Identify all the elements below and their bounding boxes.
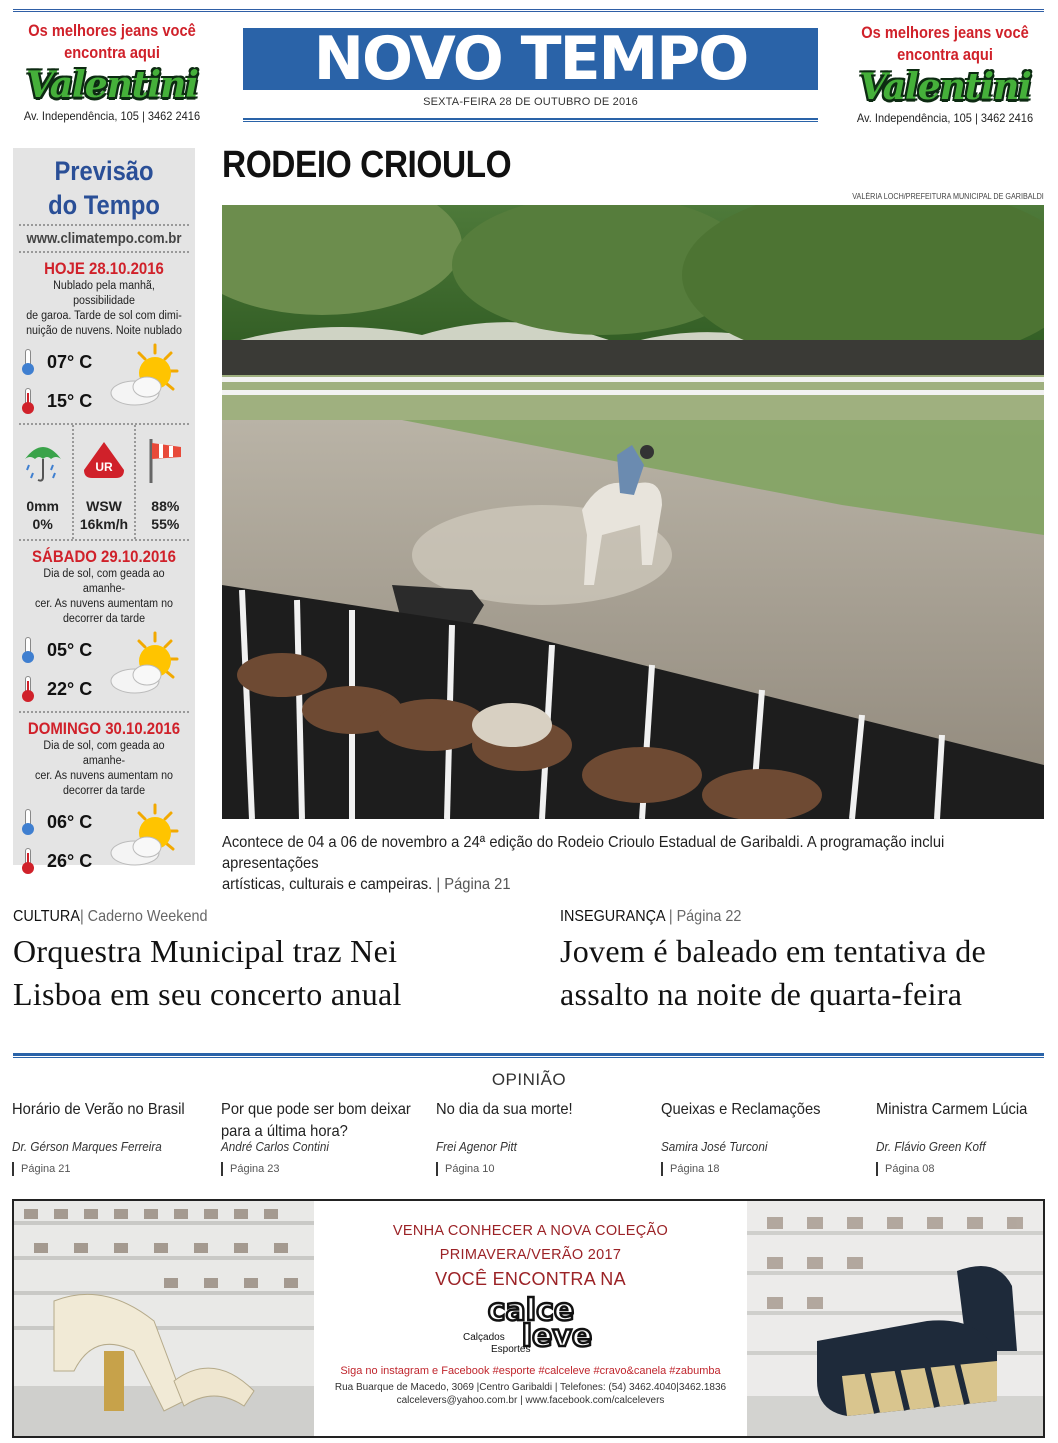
min-temperature bbox=[21, 349, 92, 375]
story-kicker bbox=[560, 908, 1001, 926]
opinion-author: Frei Agenor Pitt bbox=[436, 1139, 517, 1154]
wind-stat bbox=[74, 425, 135, 539]
opinion-title[interactable]: No dia da sua morte! bbox=[436, 1101, 573, 1118]
thermometer-hot-icon bbox=[21, 676, 35, 702]
weather-title bbox=[24, 154, 184, 222]
opinion-page-ref[interactable]: Página 08 bbox=[876, 1162, 1058, 1176]
ad-tagline-2: encontra aqui bbox=[897, 45, 993, 64]
forecast-desc-line: Dia de sol, com geada ao amanhe- bbox=[43, 568, 165, 595]
ad-headline-line2: PRIMAVERA/VERÃO 2017 bbox=[439, 1247, 622, 1263]
espadrille-shelf-image bbox=[747, 1201, 1045, 1436]
left-side-ad[interactable] bbox=[12, 20, 212, 123]
calceleve-logo bbox=[431, 1292, 631, 1358]
headline-line: Orquestra Municipal traz Nei bbox=[13, 933, 398, 969]
calceleve-ad[interactable] bbox=[12, 1199, 1045, 1438]
rain-probability: 0% bbox=[32, 516, 53, 532]
opinion-page-ref[interactable]: Página 18 bbox=[661, 1162, 861, 1176]
opinion-author: Dr. Gérson Marques Ferreira bbox=[12, 1139, 162, 1154]
forecast-desc-line: cer. As nuvens aumentam no bbox=[35, 770, 173, 782]
min-temperature bbox=[21, 637, 92, 663]
humidity-max: 88% bbox=[151, 498, 180, 514]
ad-text-block bbox=[314, 1201, 747, 1436]
max-temperature bbox=[21, 388, 92, 414]
story-section: CULTURA bbox=[13, 908, 80, 925]
logo-sub1: Calçados bbox=[462, 1332, 505, 1343]
rodeo-scene-image bbox=[222, 205, 1044, 819]
forecast-day-today: HOJE 28.10.2016 bbox=[44, 259, 164, 278]
ad-address: Rua Buarque de Macedo, 3069 |Centro Garibaldi | Telefones: (54) 3462.4040|3462.1836 bbox=[334, 1382, 727, 1393]
min-temp-value: 07° C bbox=[47, 351, 93, 372]
story-cultura[interactable] bbox=[13, 908, 533, 1016]
headline-line: Jovem é baleado em tentativa de bbox=[560, 933, 987, 969]
umbrella-rain-icon bbox=[21, 435, 65, 485]
opinion-author: Dr. Flávio Green Koff bbox=[876, 1139, 986, 1154]
thermometer-hot-icon bbox=[21, 388, 35, 414]
opinion-title[interactable]: Horário de Verão no Brasil bbox=[12, 1101, 185, 1118]
ad-address: Av. Independência, 105 | 3462 2416 bbox=[23, 109, 201, 123]
max-temp-value: 22° C bbox=[47, 678, 93, 699]
forecast-day-sunday: DOMINGO 30.10.2016 bbox=[27, 719, 181, 738]
opinion-page-ref[interactable]: Página 21 bbox=[12, 1162, 212, 1176]
max-temp-value: 15° C bbox=[47, 390, 93, 411]
humidity-badge-label: UR bbox=[95, 460, 113, 474]
max-temp-value: 26° C bbox=[47, 850, 93, 871]
story-kicker bbox=[13, 908, 481, 926]
min-temperature bbox=[21, 809, 92, 835]
sandal-shelf-image bbox=[14, 1201, 314, 1436]
forecast-desc-line: decorrer da tarde bbox=[62, 613, 146, 625]
ad-social[interactable]: Siga no instagram e Facebook #esporte #calceleve #cravo&canela #zabumba bbox=[340, 1365, 721, 1377]
opinion-author: Samira José Turconi bbox=[661, 1139, 768, 1154]
lead-headline[interactable]: RODEIO CRIOULO bbox=[222, 144, 512, 186]
forecast-temperatures bbox=[13, 799, 195, 883]
logo-text-top: calce bbox=[487, 1293, 574, 1328]
windsock-icon bbox=[143, 435, 187, 485]
thermometer-cold-icon bbox=[21, 349, 35, 375]
max-temperature bbox=[21, 676, 92, 702]
forecast-desc-line: de garoa. Tarde de sol com dimi- bbox=[26, 310, 182, 322]
masthead-title: NOVO TEMPO bbox=[243, 28, 818, 90]
ad-address: Av. Independência, 105 | 3462 2416 bbox=[856, 111, 1034, 125]
story-inseguranca[interactable] bbox=[560, 908, 1050, 1016]
weather-stats bbox=[13, 425, 195, 539]
opinion-section-title: OPINIÃO bbox=[491, 1070, 567, 1089]
story-ref: | Página 22 bbox=[668, 908, 742, 925]
thermometer-cold-icon bbox=[21, 809, 35, 835]
ad-tagline-1: Os melhores jeans você bbox=[861, 23, 1029, 42]
rain-amount: 0mm bbox=[26, 498, 59, 514]
opinion-column[interactable] bbox=[12, 1099, 212, 1176]
wind-direction: WSW bbox=[86, 498, 122, 514]
opinion-title[interactable]: Queixas e Reclamações bbox=[661, 1101, 821, 1118]
divider bbox=[19, 251, 189, 253]
humidity-badge-icon bbox=[82, 440, 126, 480]
forecast-desc-line: cer. As nuvens aumentam no bbox=[35, 598, 173, 610]
opinion-column[interactable] bbox=[661, 1099, 861, 1176]
forecast-desc-line: Dia de sol, com geada ao amanhe- bbox=[43, 740, 165, 767]
top-rule bbox=[13, 9, 1044, 12]
story-headline[interactable] bbox=[13, 930, 533, 1016]
lead-caption bbox=[222, 832, 1044, 895]
forecast-temperatures bbox=[13, 627, 195, 711]
divider bbox=[19, 539, 189, 541]
edition-date: SEXTA-FEIRA 28 DE OUTUBRO DE 2016 bbox=[423, 96, 638, 108]
opinion-author: André Carlos Contini bbox=[221, 1139, 329, 1154]
forecast-description bbox=[19, 279, 188, 339]
logo-text-bottom: leve bbox=[521, 1319, 592, 1354]
headline-line: Lisboa em seu concerto anual bbox=[13, 976, 402, 1012]
ad-headline-line3: VOCÊ ENCONTRA NA bbox=[435, 1269, 626, 1289]
story-section: INSEGURANÇA bbox=[560, 908, 665, 925]
forecast-description bbox=[19, 567, 188, 627]
max-temperature bbox=[21, 848, 92, 874]
weather-title-line2: do Tempo bbox=[48, 190, 160, 220]
opinion-title[interactable]: Ministra Carmem Lúcia bbox=[876, 1101, 1028, 1118]
partly-cloudy-icon bbox=[105, 803, 185, 873]
caption-line: Acontece de 04 a 06 de novembro a 24ª edição do Rodeio Crioulo Estadual de Garibaldi. A programação inclui apresentações bbox=[222, 834, 945, 872]
divider bbox=[19, 224, 189, 226]
ad-brand-logo: Valentini bbox=[859, 66, 1031, 108]
right-side-ad[interactable] bbox=[845, 22, 1045, 125]
forecast-day-saturday: SÁBADO 29.10.2016 bbox=[32, 547, 176, 566]
caption-line bbox=[222, 874, 1044, 895]
ad-tagline-1: Os melhores jeans você bbox=[28, 21, 196, 40]
wind-speed: 16km/h bbox=[79, 516, 129, 532]
partly-cloudy-icon bbox=[105, 343, 185, 413]
min-temp-value: 05° C bbox=[47, 639, 93, 660]
opinion-title[interactable]: Por que pode ser bom deixar para a última hora? bbox=[221, 1101, 411, 1140]
thermometer-hot-icon bbox=[21, 848, 35, 874]
story-ref: | Caderno Weekend bbox=[79, 908, 208, 925]
rain-stat bbox=[13, 425, 74, 539]
humidity-stat bbox=[136, 425, 195, 539]
min-temp-value: 06° C bbox=[47, 811, 93, 832]
ad-headline-line1: VENHA CONHECER A NOVA COLEÇÃO bbox=[392, 1223, 669, 1239]
opinion-page-ref[interactable]: Página 10 bbox=[436, 1162, 636, 1176]
weather-title-line1: Previsão bbox=[54, 156, 154, 186]
section-rule bbox=[13, 1053, 1044, 1058]
logo-sub2: Esportes bbox=[490, 1344, 530, 1355]
opinion-page-ref[interactable]: Página 23 bbox=[221, 1162, 421, 1176]
headline-line: assalto na noite de quarta-feira bbox=[560, 976, 963, 1012]
ad-tagline-2: encontra aqui bbox=[64, 43, 160, 62]
ad-brand-logo: Valentini bbox=[26, 64, 198, 106]
forecast-desc-line: Nublado pela manhã, possibilidade bbox=[53, 280, 155, 307]
rodeo-photo[interactable] bbox=[222, 205, 1044, 819]
weather-source-link[interactable]: www.climatempo.com.br bbox=[26, 230, 182, 247]
caption-page-ref[interactable]: | Página 21 bbox=[436, 876, 511, 893]
caption-text: artísticas, culturais e campeiras. bbox=[222, 876, 433, 893]
forecast-description bbox=[19, 739, 188, 799]
thermometer-cold-icon bbox=[21, 637, 35, 663]
photo-credit: VALÉRIA LOCH/PREFEITURA MUNICIPAL DE GARIBALDI bbox=[852, 192, 1044, 201]
masthead-rule bbox=[243, 118, 818, 122]
opinion-column[interactable] bbox=[221, 1099, 421, 1176]
humidity-min: 55% bbox=[151, 516, 180, 532]
opinion-column[interactable] bbox=[876, 1099, 1058, 1176]
forecast-desc-line: nuição de nuvens. Noite nublado bbox=[26, 325, 182, 337]
forecast-temperatures bbox=[13, 339, 195, 423]
forecast-desc-line: decorrer da tarde bbox=[62, 785, 146, 797]
story-headline[interactable] bbox=[560, 930, 1050, 1016]
divider bbox=[19, 711, 189, 713]
opinion-column[interactable] bbox=[436, 1099, 636, 1176]
weather-forecast-panel bbox=[13, 148, 195, 871]
ad-contact[interactable]: calcelevers@yahoo.com.br | www.facebook.com/calcelevers bbox=[396, 1395, 665, 1406]
partly-cloudy-icon bbox=[105, 631, 185, 701]
